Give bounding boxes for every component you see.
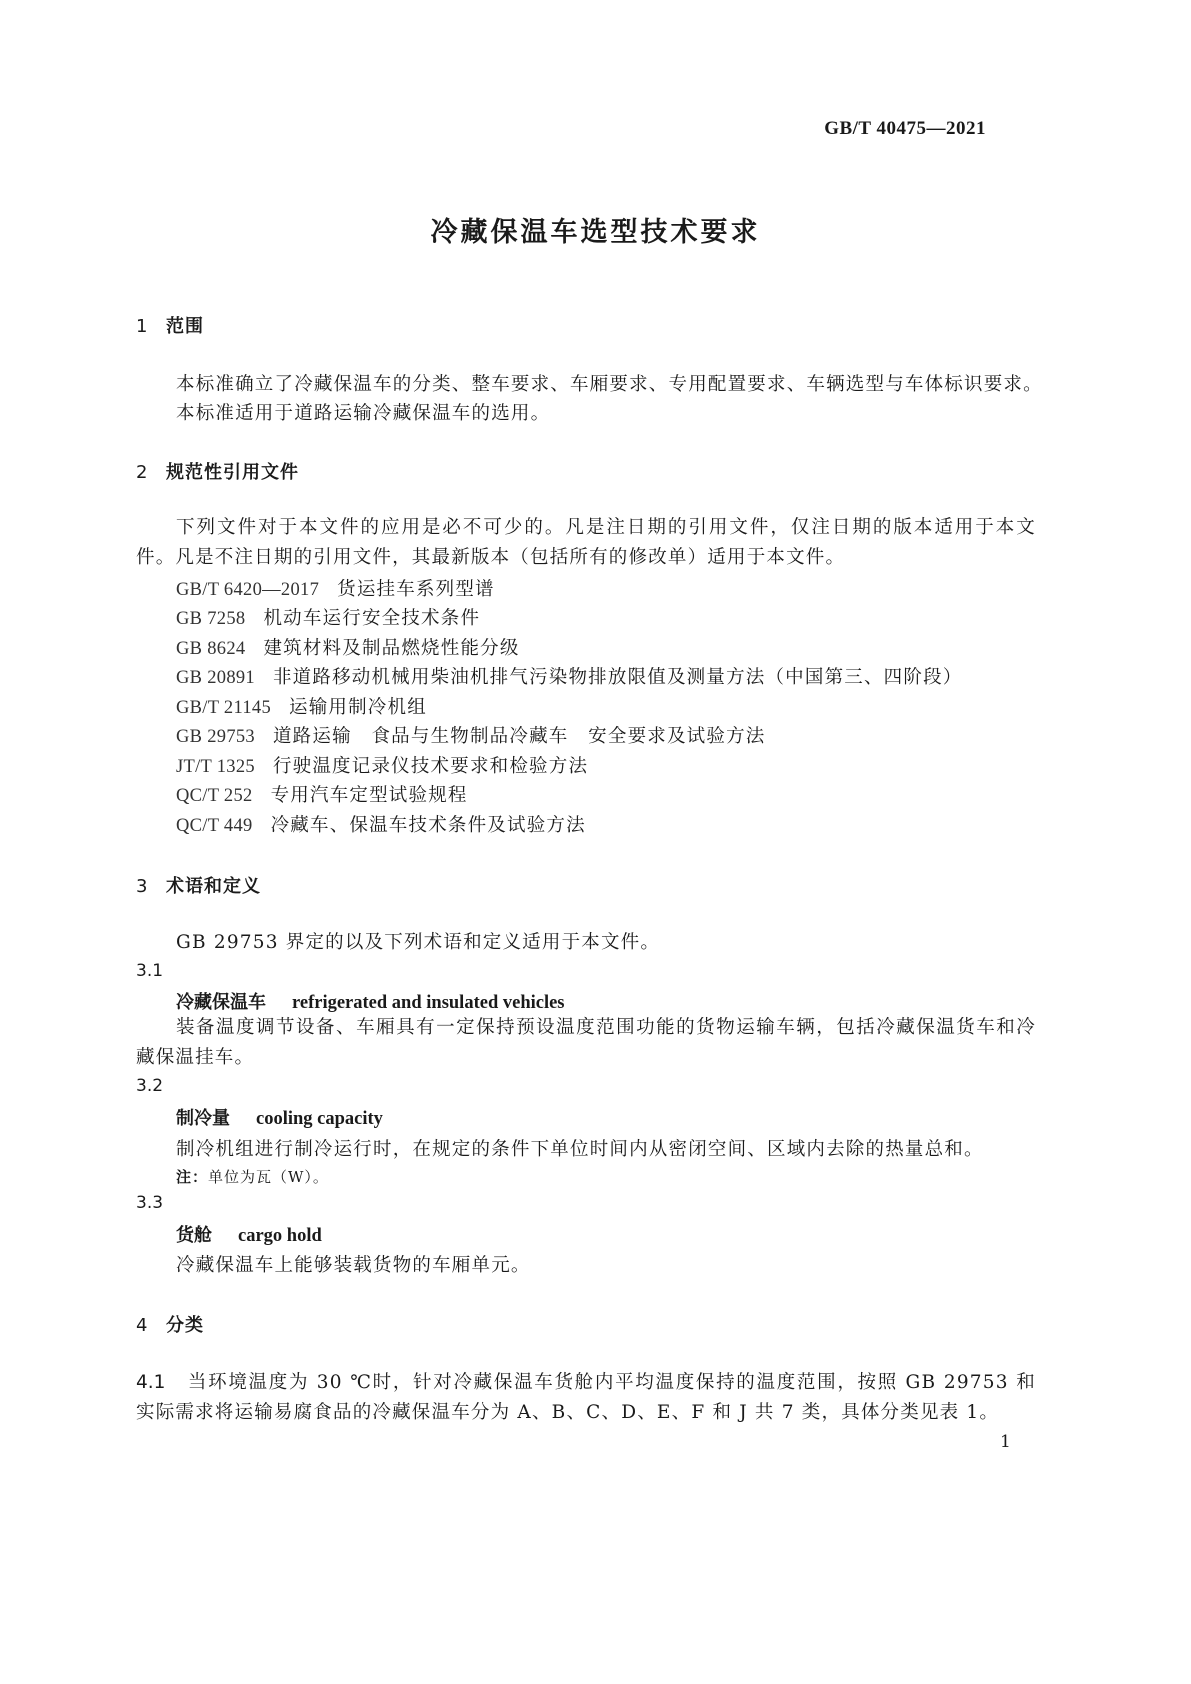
term-heading bbox=[176, 988, 565, 1014]
section-title: 规范性引用文件 bbox=[166, 462, 299, 483]
reference-code: QC/T 449 bbox=[176, 816, 253, 836]
reference-title: 行驶温度记录仪技术要求和检验方法 bbox=[272, 756, 589, 777]
term-zh: 制冷量 bbox=[176, 1108, 230, 1129]
reference-code: GB/T 21145 bbox=[176, 698, 271, 718]
reference-code: GB 7258 bbox=[176, 609, 246, 629]
section-4-heading bbox=[136, 1311, 204, 1337]
reference-item bbox=[176, 693, 427, 719]
reference-item bbox=[176, 811, 586, 837]
section-3-intro: GB 29753 界定的以及下列术语和定义适用于本文件。 bbox=[176, 932, 661, 953]
section-number: 2 bbox=[136, 462, 149, 483]
reference-code: GB 8624 bbox=[176, 639, 246, 659]
term-number: 3.3 bbox=[136, 1193, 164, 1213]
reference-title: 机动车运行安全技术条件 bbox=[263, 608, 481, 629]
reference-title: 建筑材料及制品燃烧性能分级 bbox=[263, 638, 520, 659]
section-title: 分类 bbox=[166, 1315, 204, 1336]
term-heading bbox=[176, 1104, 383, 1130]
reference-code: JT/T 1325 bbox=[176, 757, 255, 777]
clause-4-1 bbox=[136, 1368, 1036, 1428]
reference-item bbox=[176, 752, 588, 778]
term-note bbox=[176, 1166, 329, 1187]
term-zh: 货舱 bbox=[176, 1225, 212, 1246]
reference-code: GB 20891 bbox=[176, 668, 255, 688]
term-zh: 冷藏保温车 bbox=[176, 992, 266, 1013]
clause-number: 4.1 bbox=[136, 1372, 166, 1393]
section-3-heading bbox=[136, 872, 261, 898]
term-definition: 装备温度调节设备、车厢具有一定保持预设温度范围功能的货物运输车辆，包括冷藏保温货车和冷藏保温挂车。 bbox=[136, 1017, 1036, 1068]
page-number: 1 bbox=[1000, 1432, 1011, 1452]
term-number: 3.1 bbox=[136, 961, 164, 981]
term-en: cargo hold bbox=[238, 1226, 322, 1246]
reference-title: 专用汽车定型试验规程 bbox=[270, 785, 468, 806]
reference-code: GB/T 6420—2017 bbox=[176, 580, 320, 600]
reference-code: QC/T 252 bbox=[176, 786, 253, 806]
section-1-paragraph-1: 本标准确立了冷藏保温车的分类、整车要求、车厢要求、专用配置要求、车辆选型与车体标识要求。 bbox=[176, 374, 1043, 395]
standard-number: GB/T 40475—2021 bbox=[824, 118, 986, 139]
section-title: 范围 bbox=[166, 316, 204, 337]
note-text: 单位为瓦（W）。 bbox=[208, 1168, 329, 1186]
reference-title: 货运挂车系列型谱 bbox=[337, 579, 495, 600]
term-definition: 制冷机组进行制冷运行时，在规定的条件下单位时间内从密闭空间、区域内去除的热量总和。 bbox=[176, 1139, 984, 1160]
reference-title: 运输用制冷机组 bbox=[289, 697, 427, 718]
reference-item bbox=[176, 781, 468, 807]
section-number: 1 bbox=[136, 316, 149, 337]
reference-item bbox=[176, 575, 495, 601]
term-definition: 冷藏保温车上能够装载货物的车厢单元。 bbox=[176, 1255, 531, 1276]
term-en: refrigerated and insulated vehicles bbox=[292, 993, 565, 1013]
reference-title: 非道路移动机械用柴油机排气污染物排放限值及测量方法（中国第三、四阶段） bbox=[272, 667, 963, 688]
term-number: 3.2 bbox=[136, 1076, 164, 1096]
reference-title: 冷藏车、保温车技术条件及试验方法 bbox=[270, 815, 586, 836]
reference-code: GB 29753 bbox=[176, 727, 255, 747]
document-title: 冷藏保温车选型技术要求 bbox=[430, 217, 761, 248]
reference-item bbox=[176, 663, 963, 689]
clause-text: 当环境温度为 30 ℃时，针对冷藏保温车货舱内平均温度保持的温度范围，按照 GB 29753 和实际需求将运输易腐食品的冷藏保温车分为 A、B、C、D、E、F 和 J 共 7 类，具体分类见表 1。 bbox=[136, 1372, 1036, 1423]
section-number: 3 bbox=[136, 876, 149, 897]
section-number: 4 bbox=[136, 1315, 149, 1336]
section-2-heading bbox=[136, 458, 299, 484]
section-title: 术语和定义 bbox=[166, 876, 261, 897]
reference-item bbox=[176, 634, 520, 660]
reference-title: 道路运输 食品与生物制品冷藏车 安全要求及试验方法 bbox=[272, 726, 766, 747]
reference-item bbox=[176, 722, 766, 748]
note-label: 注： bbox=[176, 1168, 209, 1186]
reference-item bbox=[176, 604, 480, 630]
term-heading bbox=[176, 1221, 322, 1247]
section-1-paragraph-2: 本标准适用于道路运输冷藏保温车的选用。 bbox=[176, 403, 551, 424]
section-1-heading bbox=[136, 312, 204, 338]
section-2-intro: 下列文件对于本文件的应用是必不可少的。凡是注日期的引用文件，仅注日期的版本适用于本文件。凡是不注日期的引用文件，其最新版本（包括所有的修改单）适用于本文件。 bbox=[136, 517, 1036, 568]
term-en: cooling capacity bbox=[256, 1109, 383, 1129]
